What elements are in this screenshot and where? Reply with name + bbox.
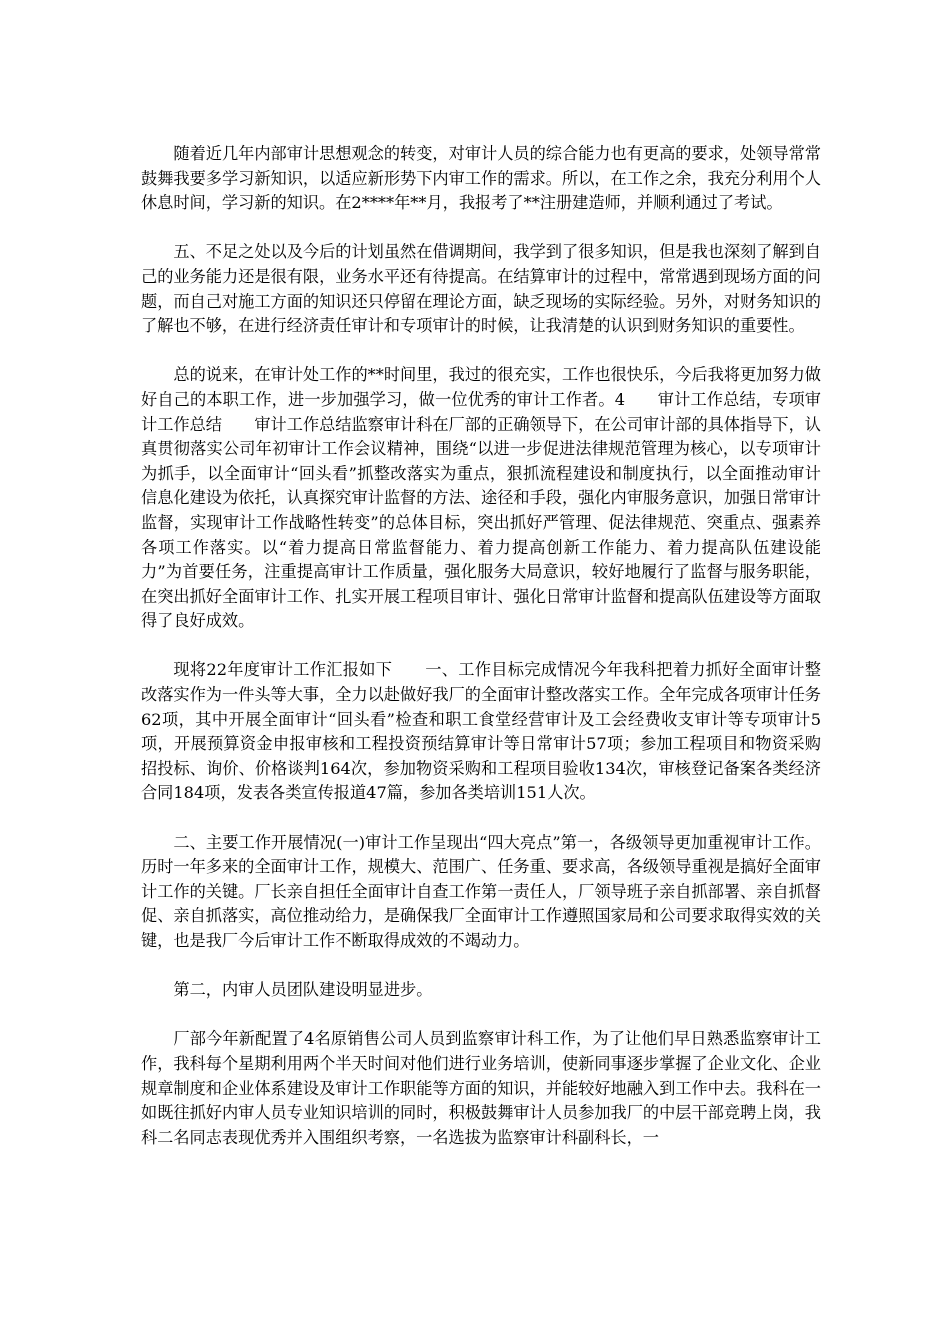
- paragraph-self-study: 随着近几年内部审计思想观念的转变，对审计人员的综合能力也有更高的要求，处领导常常鼓舞我要多学习新知识，以适应新形势下内审工作的需求。所以，在工作之余，我充分利用个人休息时间，学习新的知识。在2****年**月，我报考了**注册建造师，并顺利通过了考试。: [141, 144, 821, 213]
- paragraph-shortcomings-plans: 五、不足之处以及今后的计划虽然在借调期间，我学到了很多知识，但是我也深刻了解到自己的业务能力还是很有限，业务水平还有待提高。在结算审计的过程中，常常遇到现场方面的问题，而自己对施工方面的知识还只停留在理论方面，缺乏现场的实际经验。另外，对财务知识的了解也不够，在进行经济责任审计和专项审计的时候，让我清楚的认识到财务知识的重要性。: [141, 242, 821, 336]
- document-body: [141, 142, 821, 1150]
- paragraph-summary-audit-overview: 总的说来，在审计处工作的**时间里，我过的很充实，工作也很快乐，今后我将更加努力做好自己的本职工作，进一步加强学习，做一位优秀的审计工作者。4 审计工作总结，专项审计工作总结 审计工作总结监察审计科在厂部的正确领导下，在公司审计部的具体指导下，认真贯彻落实公司年初审计工作会议精神，围绕“以进一步促进法律规范管理为核心，以专项审计为抓手，以全面审计“回头看”抓整改落实为重点，狠抓流程建设和制度执行，以全面推动审计信息化建设为依托，认真探究审计监督的方法、途径和手段，强化内审服务意识，加强日常审计监督，实现审计工作战略性转变”的总体目标，突出抓好严管理、促法律规范、突重点、强素养各项工作落实。以“着力提高日常监督能力、着力提高创新工作能力、着力提高队伍建设能力”为首要任务，注重提高审计工作质量，强化服务大局意识，较好地履行了监督与服务职能，在突出抓好全面审计工作、扎实开展工程项目审计、强化日常审计监督和提高队伍建设等方面取得了良好成效。: [141, 365, 821, 631]
- paragraph-annual-targets: 现将22年度审计工作汇报如下 一、工作目标完成情况今年我科把着力抓好全面审计整改落实作为一件头等大事，全力以赴做好我厂的全面审计整改落实工作。全年完成各项审计任务62项，其中开展全面审计“回头看”检查和职工食堂经营审计及工会经费收支审计等专项审计5项，开展预算资金申报审核和工程投资预结算审计等日常审计57项；参加工程项目和物资采购招投标、询价、价格谈判164次，参加物资采购和工程项目验收134次，审核登记备案各类经济合同184项，发表各类宣传报道47篇，参加各类培训151人次。: [141, 660, 821, 803]
- paragraph-main-work-highlights: 二、主要工作开展情况(一)审计工作呈现出“四大亮点”第一，各级领导更加重视审计工作。历时一年多来的全面审计工作，规模大、范围广、任务重、要求高，各级领导重视是搞好全面审计工作的关键。厂长亲自担任全面审计自查工作第一责任人，厂领导班子亲自抓部署、亲自抓督促、亲自抓落实，高位推动给力，是确保我厂全面审计工作遵照国家局和公司要求取得实效的关键，也是我厂今后审计工作不断取得成效的不竭动力。: [141, 832, 821, 950]
- paragraph-team-progress-heading: 第二，内审人员团队建设明显进步。: [173, 980, 433, 1000]
- paragraph-team-training: 厂部今年新配置了4名原销售公司人员到监察审计科工作，为了让他们早日熟悉监察审计工作，我科每个星期利用两个半天时间对他们进行业务培训，使新同事逐步掌握了企业文化、企业规章制度和企业体系建设及审计工作职能等方面的知识，并能较好地融入到工作中去。我科在一如既往抓好内审人员专业知识培训的同时，积极鼓舞审计人员参加我厂的中层干部竞聘上岗，我科二名同志表现优秀并入围组织考察，一名选拔为监察审计科副科长，一: [141, 1029, 821, 1147]
